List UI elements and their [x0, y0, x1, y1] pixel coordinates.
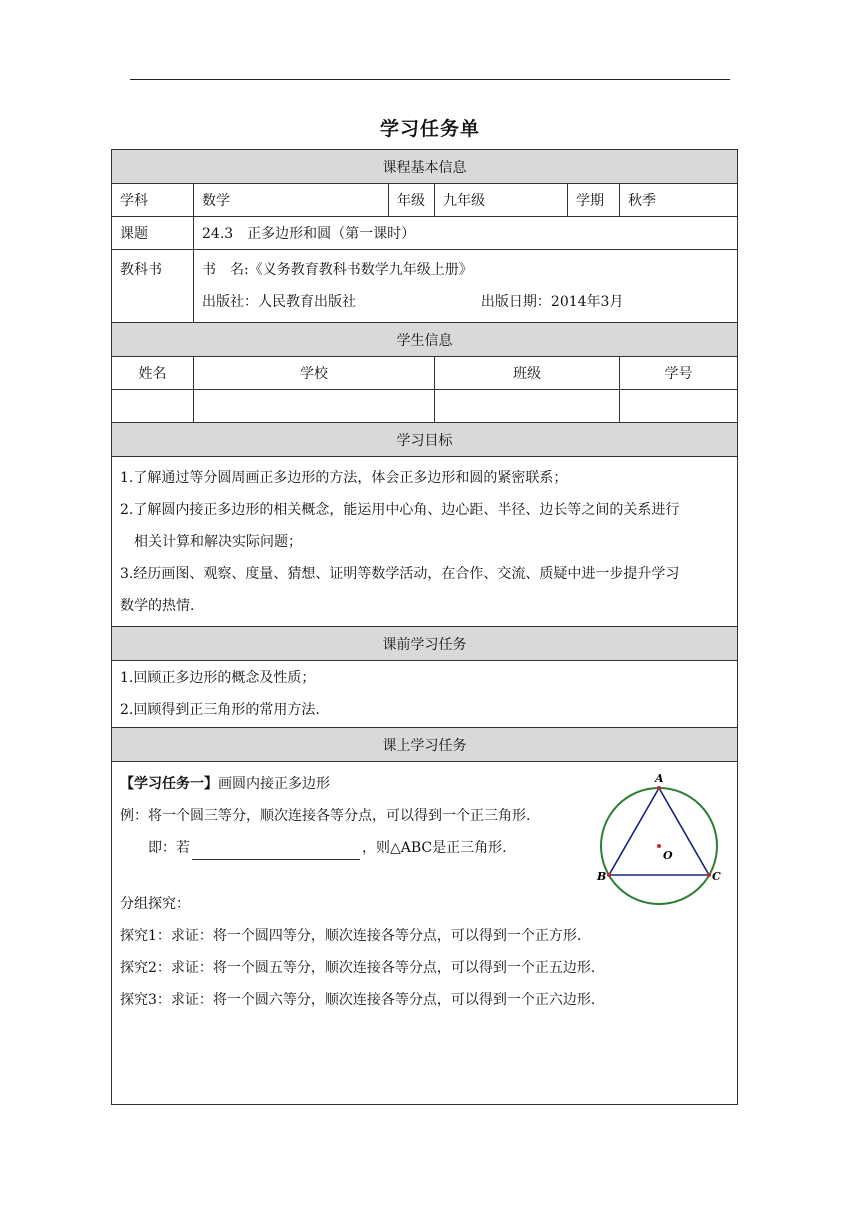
- point-c: [707, 873, 711, 877]
- term-label: 学期: [568, 184, 620, 217]
- task-1-title: 画圆内接正多边形: [218, 776, 330, 792]
- grade-value: 九年级: [435, 184, 568, 217]
- goals-cell: [112, 457, 738, 627]
- student-id-header: 学号: [620, 357, 738, 390]
- task-1-bracket: 【学习任务一】: [120, 776, 218, 792]
- example-text: 例：将一个圆三等分，顺次连接各等分点，可以得到一个正三角形.: [120, 808, 531, 824]
- topic-value: 24.3 正多边形和圆（第一课时）: [194, 217, 738, 250]
- section-student-info: 学生信息: [112, 323, 738, 357]
- explore-2: 探究2：求证：将一个圆五等分，顺次连接各等分点，可以得到一个正五边形.: [120, 960, 596, 976]
- section-class-tasks: 课上学习任务: [112, 728, 738, 762]
- goal-2: 2.了解圆内接正多边形的相关概念，能运用中心角、边心距、半径、边长等之间的关系进行: [120, 501, 680, 518]
- inscribed-triangle-figure: [592, 770, 732, 910]
- goal-3-cont: 数学的热情.: [120, 597, 195, 614]
- textbook-label: 教科书: [112, 250, 194, 323]
- grade-label: 年级: [389, 184, 435, 217]
- fill-prefix: 即：若: [148, 840, 190, 856]
- goal-3: 3.经历画图、观察、度量、猜想、证明等数学活动，在合作、交流、质疑中进一步提升学习: [120, 565, 680, 582]
- class-tasks-cell: [112, 762, 738, 1105]
- document-title: 学习任务单: [379, 118, 480, 140]
- student-name-header: 姓名: [112, 357, 194, 390]
- publisher: 出版社：人民教育出版社: [202, 294, 356, 310]
- textbook-name: 书 名:《义务教育教科书数学九年级上册》: [202, 262, 473, 278]
- student-school-cell[interactable]: [194, 390, 435, 423]
- explore-3: 探究3：求证：将一个圆六等分，顺次连接各等分点，可以得到一个正六边形.: [120, 992, 596, 1008]
- section-pre-tasks: 课前学习任务: [112, 627, 738, 661]
- subject-value: 数学: [194, 184, 389, 217]
- publisher-line: [202, 286, 729, 318]
- pre-task-1: 1.回顾正多边形的概念及性质；: [120, 670, 316, 686]
- student-class-cell[interactable]: [435, 390, 620, 423]
- term-value: 秋季: [620, 184, 738, 217]
- section-course-info: 课程基本信息: [112, 150, 738, 184]
- triangle-abc: [609, 788, 709, 875]
- center-point-o: [657, 844, 661, 848]
- group-explore-heading: 分组探究：: [120, 896, 190, 912]
- task-sheet-table: [111, 149, 738, 1105]
- student-class-header: 班级: [435, 357, 620, 390]
- student-id-cell[interactable]: [620, 390, 738, 423]
- publish-date: 出版日期：2014年3月: [480, 294, 624, 310]
- fill-suffix: ，则△ABC是正三角形.: [362, 840, 507, 856]
- student-name-cell[interactable]: [112, 390, 194, 423]
- label-b: B: [597, 870, 607, 883]
- label-a: A: [655, 772, 664, 785]
- topic-label: 课题: [112, 217, 194, 250]
- explore-1: 探究1：求证：将一个圆四等分，顺次连接各等分点，可以得到一个正方形.: [120, 928, 582, 944]
- goal-1: 1.了解通过等分圆周画正多边形的方法，体会正多边形和圆的紧密联系；: [120, 469, 568, 486]
- student-school-header: 学校: [194, 357, 435, 390]
- label-o: O: [663, 849, 673, 862]
- goal-2-cont: 相关计算和解决实际问题；: [134, 533, 302, 550]
- label-c: C: [712, 870, 721, 883]
- point-a: [657, 786, 661, 790]
- fill-blank[interactable]: [192, 845, 360, 860]
- header-rule: [130, 79, 730, 80]
- section-goals: 学习目标: [112, 423, 738, 457]
- pre-task-2: 2.回顾得到正三角形的常用方法.: [120, 702, 320, 718]
- subject-label: 学科: [112, 184, 194, 217]
- pre-tasks-cell: [112, 661, 738, 728]
- textbook-info: [194, 250, 738, 323]
- point-b: [607, 873, 611, 877]
